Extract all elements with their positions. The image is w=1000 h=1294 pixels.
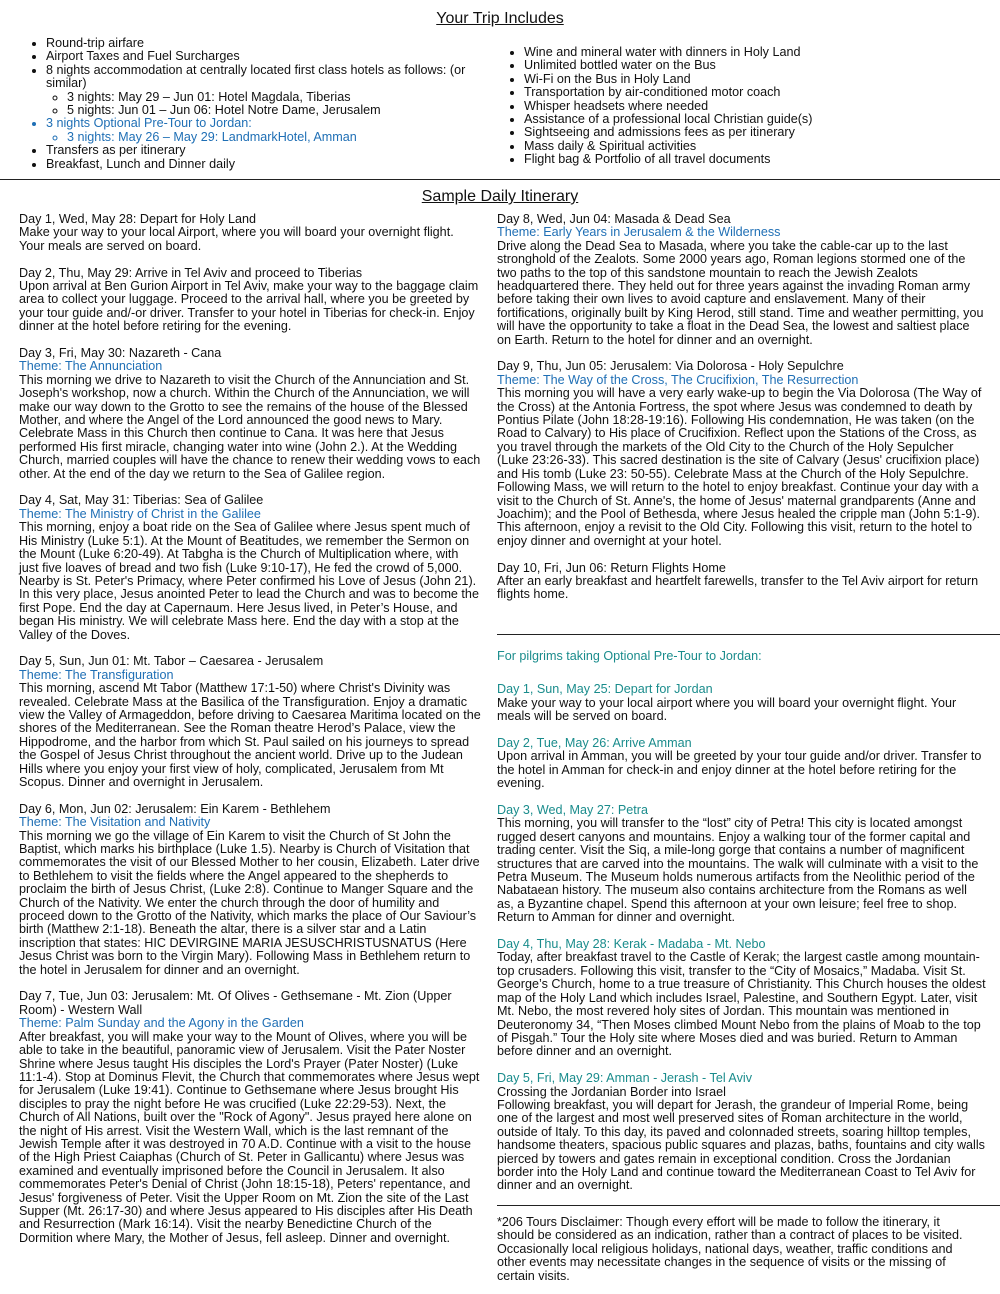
day-heading: Day 5, Sun, Jun 01: Mt. Tabor – Caesarea - Jerusalem (19, 654, 324, 669)
day-heading: Day 1, Wed, May 28: Depart for Holy Land (19, 212, 257, 226)
include-sublist (46, 91, 498, 118)
day-heading: Day 6, Mon, Jun 02: Jerusalem: Ein Karem - Bethlehem (19, 801, 331, 816)
day-heading: Day 2, Tue, May 26: Arrive Amman (497, 736, 692, 751)
day-block (497, 1072, 987, 1193)
day-block (497, 683, 987, 723)
include-item (46, 37, 498, 50)
itinerary-left-column (19, 213, 481, 1259)
jordan-intro: For pilgrims taking Optional Pre-Tour to Jordan: (497, 649, 762, 663)
day-heading: Day 1, Sun, May 25: Depart for Jordan (497, 682, 713, 697)
jordan-pretour-section (497, 650, 987, 1206)
day-block (19, 347, 481, 481)
includes-left-list (28, 37, 498, 171)
day-block (497, 938, 987, 1059)
day-body: Upon arrival at Ben Gurion Airport in Tel Aviv, make your way to the baggage claim area to collect your luggage. Proceed to the arrival hall, where you be greeted by your tour guide and/-or driver. Transfer to your hotel in Tiberias for check-in. Enjoy dinner at the hotel before retiring for the evening. (19, 279, 479, 334)
include-item: • Flight bag & Portfolio of all travel documents (524, 153, 986, 166)
include-item (46, 158, 498, 171)
disclaimer-divider (497, 1205, 1000, 1206)
day-body: Today, after breakfast travel to the Castle of Kerak; the largest castle among mountain-top crusaders. Following this visit, transfer to the “City of Mosaics,” Madaba. Visit St. George’s Church, home to a true treasure of Christianity. This Church houses the oldest map of the Holy Land which includes Israel, Palestine, and Southern Egypt. Later, visit Mt. Nebo, the most revered holy sites of Jordan. This mountain was mentioned in Deuteronomy 34, “Then Moses climbed Mount Nebo from the plains of Moab to the top of Pisgah.” Tour the Holy site where Moses died and was buried. Return to Amman before dinner and an overnight. (497, 950, 986, 1059)
day-theme: Theme: Palm Sunday and the Agony in the Garden (19, 1016, 304, 1031)
day-heading: Day 10, Fri, Jun 06: Return Flights Home (497, 560, 726, 575)
day-body: After breakfast, you will make your way to the Mount of Olives, where you will be able to take in the beautiful, panoramic view of Jerusalem. Visit the Pater Noster Shrine where Jesus taught His disciples the Lord's Prayer (Pater Noster) (Luke 11:1-4). Stop at Dominus Flevit, the Church that commemorates where Jesus wept for Jerusalem (Luke 19:41). Continue to Gethsemane where Jesus brought His disciples to pray the night before He was crucified (Luke 22:29-53). Next, the Church of All Nations, built over the "Rock of Agony". Jesus prayed here alone on the night of His arrest. Visit the Western Wall, which is the last remnant of the Jewish Temple after it was destroyed in 70 A.D. Continue with a visit to the house of the High Priest Caiaphas (Church of St. Peter in Gallicantu) where Jesus was examined and eventually imprisoned before the Council in Jerusalem. It also commemorates Peter's Denial of Christ (John 18:15-18), Peters' repentance, and Jesus' forgiveness of Peter. Visit the Upper Room on Mt. Zion the site of the Last Supper (Mt. 26:17-30) and where Jesus appeared to His disciples after His Death and Resurrection (Mark 16:14). Visit the nearby Benedictine Church of the Dormition where Mary, the Mother of Jesus, fell asleep. Dinner and overnight. (19, 1029, 480, 1245)
day-block (497, 804, 987, 925)
day-body: Make your way to your local airport where you will board your overnight flight. Your meals will be served on board. (497, 695, 957, 724)
day-body: Make your way to your local Airport, where you will board your overnight flight. Your meals are served on board. (19, 225, 454, 253)
include-item-text: Airport Taxes and Fuel Surcharges (46, 49, 240, 64)
day-heading: Day 8, Wed, Jun 04: Masada & Dead Sea (497, 212, 731, 226)
day-body: Following breakfast, you will depart for Jerash, the grandeur of Imperial Rome, being one of the largest and most well preserved sites of Roman architecture in the world, outside of Italy. To this day, its paved and colonnaded streets, soaring hilltop temples, handsome theaters, spacious public squares and plazas, baths, fountains and city walls pierced by towers and gates remain in exceptional condition. Cross the Jordanian border into the Holy Land and continue toward the Mediterranean Coast to Tel Aviv for dinner and an overnight. (497, 1097, 985, 1193)
day-heading: Day 3, Wed, May 27: Petra (497, 803, 648, 818)
day-block (497, 737, 987, 791)
include-item: • Sightseeing and admissions fees as per itinerary (524, 126, 986, 139)
include-subitem: ◦ 3 nights: May 29 – Jun 01: Hotel Magdala, Tiberias (67, 91, 498, 104)
include-item: • Wine and mineral water with dinners in Holy Land (524, 46, 986, 59)
include-item-text: 3 nights Optional Pre-Tour to Jordan: (46, 116, 252, 131)
day-body: After an early breakfast and heartfelt farewells, transfer to the Tel Aviv airport for return flights home. (497, 573, 979, 602)
include-item: • Mass daily & Spiritual activities (524, 140, 986, 153)
day-block (19, 655, 481, 789)
day-block (19, 267, 481, 334)
day-body: This morning, enjoy a boat ride on the Sea of Galilee where Jesus spent much of His Ministry (Luke 5:1). At the Mount of Beatitudes, we remember the Sermon on the Mount (Luke 6:20-49). At Tabgha is the Church of Multiplication where, with just five loaves of bread and two fish (Luke 9:10-17), He fed the crowd of 5,000. Nearby is St. Peter's Primacy, where Peter confirmed his Love of Jesus (John 21). In this very place, Jesus anointed Peter to lead the Church and was to become the first Pope. End the day at Capernaum. Here Jesus lived, in Peter’s House, and began His ministry. We will celebrate Mass here. End the day with a stop at the Valley of the Doves. (19, 520, 479, 642)
day-heading: Day 5, Fri, May 29: Amman - Jerash - Tel Aviv (497, 1071, 752, 1086)
day-block (19, 494, 481, 641)
include-item: • Transportation by air-conditioned motor coach (524, 86, 986, 99)
day-theme: Theme: The Transfiguration (19, 667, 174, 682)
day-body: This morning we go the village of Ein Karem to visit the Church of St John the Baptist, which marks his birthplace (Luke 1.5). Nearby is Church of Visitation that commemorates the visit of our Blessed Mother to her cousin, Elizabeth. Later drive to Bethlehem to visit the fields where the Angel appeared to the shepherds to proclaim the birth of Jesus Christ, (Luke 2:8). Continue to Manger Square and the Church of the Nativity. We enter the church through the door of humility and proceed down to the Grotto of the Nativity, which marks the place of Our Saviour’s birth (Matthew 2:1-18). Beneath the altar, there is a silver star and a Latin inscription that states: HIC DEVIRGINE MARIA JESUSCHRISTUSNATUS (Here Jesus Christ was born to the Virgin Mary). Following Mass in Bethlehem return to the hotel in Jerusalem for dinner and an overnight. (19, 828, 480, 977)
day-body: This morning, you will transfer to the “lost” city of Petra! This city is located amongst rugged desert canyons and mountains. Enjoy a walking tour of the former capital and trading center. Visit the Siq, a mile-long gorge that contains a number of magnificent structures that are carved into the mountains. The walk will culminate with a visit to the Petra Museum. The Museum holds numerous artifacts from the Neolithic period of the Nabataean history. The museum also contains architecture from the Romans as well as, a Byzantine chapel. Spend this afternoon at your own leisure; feel free to shop. Return to Amman for dinner and overnight. (497, 816, 979, 925)
include-item-text: Transfers as per itinerary (46, 143, 186, 158)
day-heading: Day 4, Sat, May 31: Tiberias: Sea of Galilee (19, 493, 264, 508)
include-subitem: ◦ 5 nights: Jun 01 – Jun 06: Hotel Notre Dame, Jerusalem (67, 104, 498, 117)
include-item-text: 8 nights accommodation at centrally located first class hotels as follows: (or similar) (46, 62, 466, 91)
day-block (497, 213, 987, 347)
include-item-text: Round-trip airfare (46, 36, 144, 50)
disclaimer-text: *206 Tours Disclaimer: Though every effort will be made to follow the itinerary, it should be considered as an indication, rather than a contract of places to be visited. Occasionally local religious holidays, national days, weather, traffic conditions and other events may necessitate changes in the sequence of visits or the missing of certain visits. (497, 1215, 963, 1283)
day-theme: Theme: The Ministry of Christ in the Galilee (19, 506, 261, 521)
day-theme: Theme: The Way of the Cross, The Crucifixion, The Resurrection (497, 372, 859, 387)
day-block (497, 360, 987, 548)
includes-right-list (506, 46, 986, 167)
day-body: This morning you will have a very early wake-up to begin the Via Dolorosa (The Way of the Cross) at the Antonia Fortress, the spot where Jesus was condemned to death by Pontius Pilate (John 18:28-19:16). Following His condemnation, He was taken (on the Road to Calvary) to His place of Crucifixion. Reflect upon the Stations of the Cross, as you travel through the markets of the Old City to the Church of the Holy Sepulcher (Luke 23:26-33). This sacred destination is the site of Calvary (Jesus' crucifixion place) and His tomb (Luke 23: 50-55). Celebrate Mass at the Church of the Holy Sepulchre. Following Mass, we will return to the hotel to enjoy breakfast. Continue your day with a visit to the Church of St. Anne's, the home of Jesus' maternal grandparents (Anne and Joachim); and the Pool of Bethesda, where Jesus healed the cripple man (John 5:1-9). This afternoon, enjoy a revisit to the Old City. Following this visit, return to the hotel to enjoy dinner and overnight at your hotel. (497, 386, 982, 548)
section-divider (0, 179, 1000, 180)
day-heading: Day 4, Thu, May 28: Kerak - Madaba - Mt. Nebo (497, 937, 766, 952)
include-subitem: ◦ 3 nights: May 26 – May 29: LandmarkHotel, Amman (67, 131, 498, 144)
include-item-text: Breakfast, Lunch and Dinner daily (46, 156, 236, 171)
day-block (19, 213, 481, 253)
include-item (46, 64, 498, 118)
day-block (19, 803, 481, 977)
include-sublist (46, 131, 498, 144)
include-item: • Assistance of a professional local Christian guide(s) (524, 113, 986, 126)
include-item (46, 50, 498, 63)
day-body: Drive along the Dead Sea to Masada, where you take the cable-car up to the last stronghold of the Zealots. Some 2000 years ago, Roman legions stormed one of the two paths to the top of this sandstone mountain to reach the Jewish Zealots headquartered there. They held out for three years against the invading Roman army before taking their own lives to avoid capture and enslavement. Many of their fortifications, originally built by King Herod, still stand. Time and weather permitting, you will have the opportunity to take a float in the Dead Sea, the lowest and saltiest place on Earth. Return to the hotel for dinner and an overnight. (497, 238, 984, 347)
day-heading: Day 2, Thu, May 29: Arrive in Tel Aviv and proceed to Tiberias (19, 265, 363, 280)
day-block (19, 990, 481, 1245)
day-body: This morning we drive to Nazareth to visit the Church of the Annunciation and St. Joseph's workshop, now a church. Within the Church of the Annunciation, we will make our way down to the Grotto to see the remains of the house of the Blessed Mother, and where the Angel of the Lord announced the good news to Mary. Celebrate Mass in this Church then continue to Cana. It was here that Jesus performed His first miracle, changing water into wine (John 2.). At the Wedding Church, married couples will have the chance to renew their wedding vows to each other. At the end of the day we return to the Sea of Galilee region. (19, 372, 481, 481)
day-subheading: Crossing the Jordanian Border into Israel (497, 1084, 726, 1099)
itinerary-title: Sample Daily Itinerary (421, 188, 579, 205)
include-item: • Wi-Fi on the Bus in Holy Land (524, 73, 986, 86)
day-body: Upon arrival in Amman, you will be greeted by your tour guide and/or driver. Transfer to the hotel in Amman for check-in and enjoy dinner at the hotel before retiring for the evening. (497, 749, 982, 791)
itinerary-right-column (497, 213, 987, 615)
day-heading: Day 3, Fri, May 30: Nazareth - Cana (19, 346, 222, 361)
include-item: • Unlimited bottled water on the Bus (524, 59, 986, 72)
day-body: This morning, ascend Mt Tabor (Matthew 17:1-50) where Christ's Divinity was revealed. Celebrate Mass at the Basilica of the Transfiguration. Enjoy a dramatic view the Valley of Armageddon, before driving to Caesarea Maritima located on the shores of the Mediterranean. See the Roman theatre Herod’s Palace, view the Hippodrome, and the harbor from which St. Paul sailed on his journeys to spread the Gospel of Jesus Christ throughout the ancient world. Drive up to the Judean Hills where you enjoy your first view of holy, complicated, Jerusalem from Mt Scopus. Dinner and overnight in Jerusalem. (19, 681, 481, 789)
day-heading: Day 9, Thu, Jun 05: Jerusalem: Via Dolorosa - Holy Sepulchre (497, 359, 844, 374)
day-block (497, 562, 987, 602)
day-theme: Theme: The Visitation and Nativity (19, 815, 211, 830)
jordan-divider (497, 634, 1000, 635)
trip-includes-title: Your Trip Includes (436, 10, 564, 27)
day-theme: Theme: Early Years in Jerusalem & the Wilderness (497, 225, 781, 240)
include-item (46, 117, 498, 144)
include-item: • Whisper headsets where needed (524, 100, 986, 113)
include-item (46, 144, 498, 157)
disclaimer (497, 1216, 967, 1283)
day-theme: Theme: The Annunciation (19, 359, 163, 374)
day-heading: Day 7, Tue, Jun 03: Jerusalem: Mt. Of Olives - Gethsemane - Mt. Zion (Upper Room) - Western Wall (19, 989, 452, 1017)
